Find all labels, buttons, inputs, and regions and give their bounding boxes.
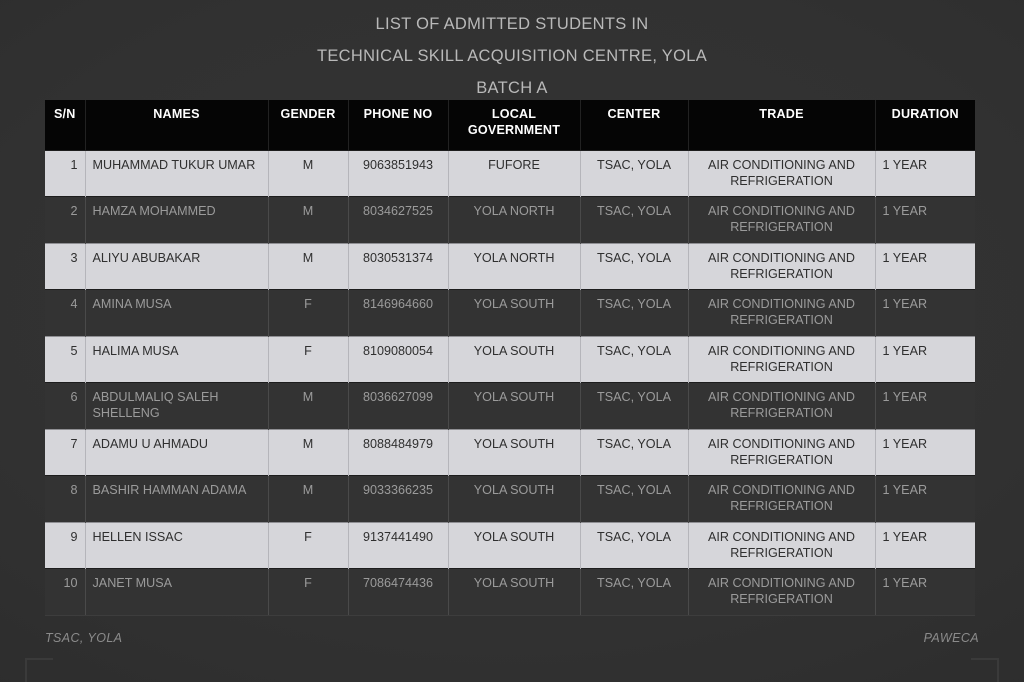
cell-dur: 1 YEAR — [875, 522, 975, 569]
cell-trade: AIR CONDITIONING AND REFRIGERATION — [688, 383, 875, 430]
column-header-local-government: LOCAL GOVERNMENT — [448, 100, 580, 150]
cell-dur: 1 YEAR — [875, 476, 975, 523]
table-row — [45, 197, 975, 244]
cell-name: ABDULMALIQ SALEH SHELLENG — [85, 383, 268, 430]
cell-dur: 1 YEAR — [875, 290, 975, 337]
cell-ctr: TSAC, YOLA — [580, 522, 688, 569]
cell-trade: AIR CONDITIONING AND REFRIGERATION — [688, 243, 875, 290]
cell-gen: F — [268, 290, 348, 337]
footer-center-label: TSAC, YOLA — [45, 631, 123, 645]
table-row — [45, 429, 975, 476]
table-row — [45, 383, 975, 430]
cell-gen: M — [268, 429, 348, 476]
table-row — [45, 336, 975, 383]
cell-sn: 5 — [45, 336, 85, 383]
cell-gen: F — [268, 336, 348, 383]
cell-phone: 7086474436 — [348, 569, 448, 616]
cell-phone: 9063851943 — [348, 150, 448, 197]
cell-name: ALIYU ABUBAKAR — [85, 243, 268, 290]
cell-trade: AIR CONDITIONING AND REFRIGERATION — [688, 290, 875, 337]
cell-gen: M — [268, 383, 348, 430]
cell-dur: 1 YEAR — [875, 243, 975, 290]
cell-lg: YOLA NORTH — [448, 197, 580, 244]
table-body — [45, 150, 975, 615]
cell-gen: M — [268, 476, 348, 523]
cell-phone: 8030531374 — [348, 243, 448, 290]
cell-lg: YOLA SOUTH — [448, 383, 580, 430]
cell-phone: 8088484979 — [348, 429, 448, 476]
cell-ctr: TSAC, YOLA — [580, 429, 688, 476]
cell-name: AMINA MUSA — [85, 290, 268, 337]
column-header-sn: S/N — [45, 100, 85, 150]
cell-trade: AIR CONDITIONING AND REFRIGERATION — [688, 429, 875, 476]
table-header — [45, 100, 975, 150]
table-header-row — [45, 100, 975, 150]
students-table-container — [45, 100, 975, 616]
cell-dur: 1 YEAR — [875, 569, 975, 616]
cell-lg: YOLA SOUTH — [448, 290, 580, 337]
document-title-block — [0, 0, 1024, 104]
column-header-trade: TRADE — [688, 100, 875, 150]
cell-phone: 9033366235 — [348, 476, 448, 523]
cell-trade: AIR CONDITIONING AND REFRIGERATION — [688, 150, 875, 197]
cell-name: JANET MUSA — [85, 569, 268, 616]
cell-lg: YOLA SOUTH — [448, 569, 580, 616]
cell-sn: 6 — [45, 383, 85, 430]
cell-lg: YOLA SOUTH — [448, 522, 580, 569]
cell-phone: 8034627525 — [348, 197, 448, 244]
cell-name: HALIMA MUSA — [85, 336, 268, 383]
column-header-gender: GENDER — [268, 100, 348, 150]
cell-ctr: TSAC, YOLA — [580, 336, 688, 383]
cell-gen: M — [268, 150, 348, 197]
column-header-center: CENTER — [580, 100, 688, 150]
cell-ctr: TSAC, YOLA — [580, 243, 688, 290]
cell-sn: 10 — [45, 569, 85, 616]
cell-dur: 1 YEAR — [875, 383, 975, 430]
column-header-duration: DURATION — [875, 100, 975, 150]
cell-ctr: TSAC, YOLA — [580, 150, 688, 197]
cell-sn: 9 — [45, 522, 85, 569]
cell-phone: 8146964660 — [348, 290, 448, 337]
cell-gen: M — [268, 243, 348, 290]
column-header-phone-no: PHONE NO — [348, 100, 448, 150]
cell-sn: 3 — [45, 243, 85, 290]
cell-dur: 1 YEAR — [875, 429, 975, 476]
page-footer — [45, 631, 979, 645]
cell-lg: FUFORE — [448, 150, 580, 197]
cell-lg: YOLA SOUTH — [448, 336, 580, 383]
cell-ctr: TSAC, YOLA — [580, 569, 688, 616]
cell-sn: 8 — [45, 476, 85, 523]
cell-ctr: TSAC, YOLA — [580, 290, 688, 337]
footer-organization-label: PAWECA — [923, 631, 979, 645]
cell-trade: AIR CONDITIONING AND REFRIGERATION — [688, 197, 875, 244]
cell-gen: F — [268, 569, 348, 616]
table-row — [45, 569, 975, 616]
cell-dur: 1 YEAR — [875, 197, 975, 244]
table-row — [45, 476, 975, 523]
cell-sn: 1 — [45, 150, 85, 197]
cell-trade: AIR CONDITIONING AND REFRIGERATION — [688, 569, 875, 616]
cell-phone: 8036627099 — [348, 383, 448, 430]
table-row — [45, 290, 975, 337]
cell-name: MUHAMMAD TUKUR UMAR — [85, 150, 268, 197]
cell-ctr: TSAC, YOLA — [580, 476, 688, 523]
page-title-batch: BATCH A — [476, 79, 548, 97]
page-title-line-1: LIST OF ADMITTED STUDENTS IN — [375, 15, 649, 33]
cell-name: HELLEN ISSAC — [85, 522, 268, 569]
cell-phone: 8109080054 — [348, 336, 448, 383]
cell-name: ADAMU U AHMADU — [85, 429, 268, 476]
cell-dur: 1 YEAR — [875, 336, 975, 383]
cell-dur: 1 YEAR — [875, 150, 975, 197]
cell-trade: AIR CONDITIONING AND REFRIGERATION — [688, 522, 875, 569]
cell-gen: F — [268, 522, 348, 569]
table-row — [45, 150, 975, 197]
cell-lg: YOLA SOUTH — [448, 429, 580, 476]
cell-sn: 7 — [45, 429, 85, 476]
cell-gen: M — [268, 197, 348, 244]
cell-lg: YOLA SOUTH — [448, 476, 580, 523]
cell-lg: YOLA NORTH — [448, 243, 580, 290]
cell-ctr: TSAC, YOLA — [580, 383, 688, 430]
page-title-line-2: TECHNICAL SKILL ACQUISITION CENTRE, YOLA — [316, 47, 708, 65]
table-row — [45, 243, 975, 290]
cell-trade: AIR CONDITIONING AND REFRIGERATION — [688, 336, 875, 383]
cell-sn: 4 — [45, 290, 85, 337]
cell-name: HAMZA MOHAMMED — [85, 197, 268, 244]
cell-sn: 2 — [45, 197, 85, 244]
cell-name: BASHIR HAMMAN ADAMA — [85, 476, 268, 523]
admitted-students-table — [45, 100, 975, 616]
column-header-names: NAMES — [85, 100, 268, 150]
table-row — [45, 522, 975, 569]
cell-trade: AIR CONDITIONING AND REFRIGERATION — [688, 476, 875, 523]
cell-ctr: TSAC, YOLA — [580, 197, 688, 244]
cell-phone: 9137441490 — [348, 522, 448, 569]
